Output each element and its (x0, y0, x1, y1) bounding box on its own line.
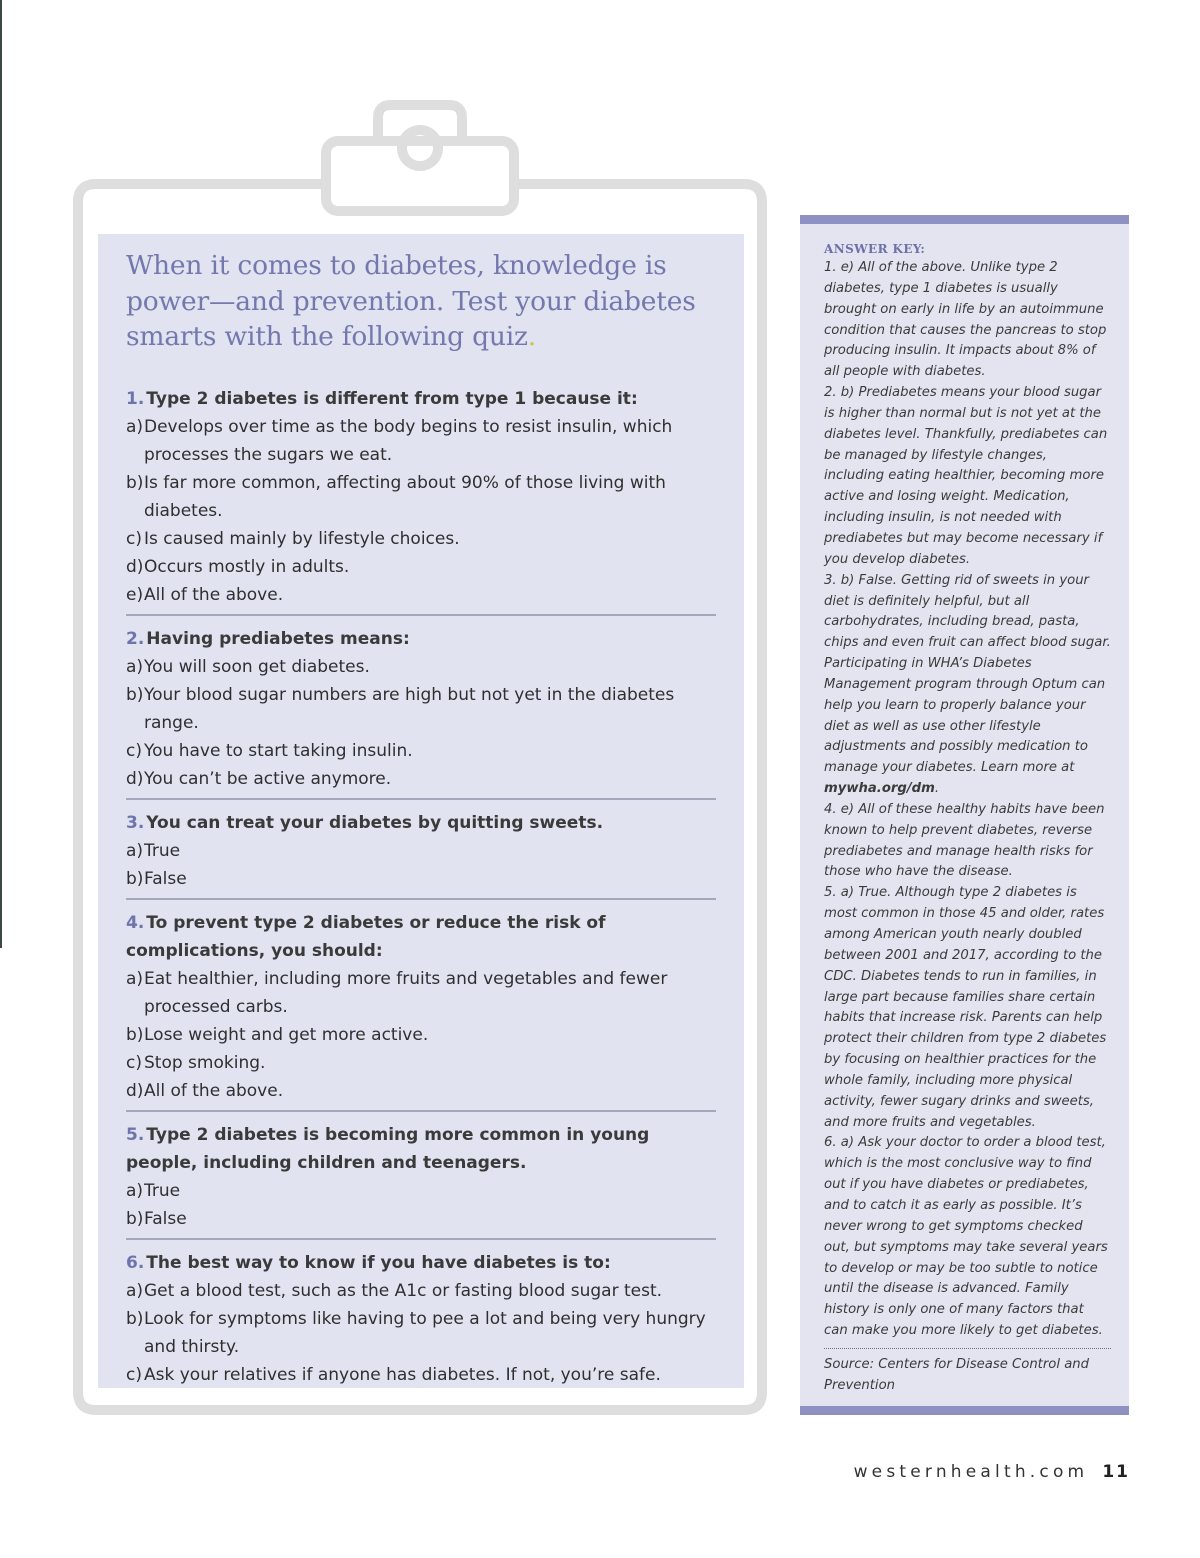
answer-option (126, 1021, 716, 1049)
question-heading (126, 625, 716, 653)
answer-key-item (824, 258, 1111, 383)
question-text: To prevent type 2 diabetes or reduce the risk of complications, you should: (126, 912, 606, 961)
question-heading (126, 909, 716, 965)
option-letter: b) (126, 684, 144, 705)
option-letter: d) (126, 1080, 144, 1101)
quiz-question (126, 625, 716, 800)
answer-key-item (824, 383, 1111, 571)
question-number: 1. (126, 388, 145, 409)
answer-option (126, 553, 716, 581)
answer-option (126, 581, 716, 609)
question-number: 4. (126, 912, 145, 933)
answer-text: 3. b) False. Getting rid of sweets in your diet is definitely helpful, but all carbohydrates, including bread, pasta, chips and even fruit can affect blood sugar. Participating in WHA’s Diabetes Management program through Optum can help you learn to properly balance your diet as well as use other lifestyle adjustments and possibly medication to manage your diabetes. Learn more at (824, 572, 1111, 776)
option-letter: e) (126, 584, 144, 605)
answer-option (126, 1277, 716, 1305)
answer-key-title: ANSWER KEY: (824, 242, 926, 256)
option-letter: a) (126, 1280, 144, 1301)
page-number: 11 (1102, 1462, 1130, 1482)
option-text: Your blood sugar numbers are high but not yet in the diabetes range. (144, 684, 675, 733)
answer-key-item (824, 800, 1111, 883)
question-heading (126, 1121, 716, 1177)
quiz-intro-heading (126, 248, 716, 355)
option-text: You have to start taking insulin. (144, 740, 413, 761)
option-text: Lose weight and get more active. (144, 1024, 429, 1045)
option-letter: a) (126, 1180, 144, 1201)
question-number: 3. (126, 812, 145, 833)
option-text: Occurs mostly in adults. (144, 556, 350, 577)
option-letter: a) (126, 968, 144, 989)
option-text: False (144, 1208, 187, 1229)
option-letter: b) (126, 1208, 144, 1229)
option-text: Look for symptoms like having to pee a lot and being very hungry and thirsty. (144, 1308, 706, 1357)
option-text: You will soon get diabetes. (144, 656, 370, 677)
option-text: Ask your relatives if anyone has diabetes. If not, you’re safe. (144, 1364, 661, 1385)
option-letter: a) (126, 416, 144, 437)
answer-option (126, 1177, 716, 1205)
answer-key-item (824, 571, 1111, 800)
option-letter: d) (126, 768, 144, 789)
option-letter: b) (126, 868, 144, 889)
answer-list (824, 258, 1111, 1342)
answer-option (126, 1361, 716, 1389)
option-text: Get a blood test, such as the A1c or fasting blood sugar test. (144, 1280, 663, 1301)
option-letter: c) (126, 528, 142, 549)
option-text: You can’t be active anymore. (144, 768, 392, 789)
answer-option (126, 765, 716, 793)
page-edge-strip (0, 0, 2, 948)
answer-option (126, 525, 716, 553)
option-text: True (144, 840, 181, 861)
source-citation: Source: Centers for Disease Control and Prevention (824, 1356, 1090, 1393)
page-footer (854, 1462, 1130, 1482)
option-letter: b) (126, 472, 144, 493)
question-text: Type 2 diabetes is becoming more common in young people, including children and teenagers. (126, 1124, 650, 1173)
question-list (126, 385, 716, 1394)
option-text: Is far more common, affecting about 90% of those living with diabetes. (144, 472, 666, 521)
answer-text: 4. e) All of these healthy habits have been known to help prevent diabetes, reverse prediabetes and manage health risks for those who have the disease. (824, 801, 1105, 880)
option-text: Eat healthier, including more fruits and vegetables and fewer processed carbs. (144, 968, 668, 1017)
answer-option (126, 737, 716, 765)
quiz-question (126, 1249, 716, 1394)
answer-option (126, 469, 716, 525)
footer-site: westernhealth.com (853, 1462, 1089, 1482)
answer-option (126, 1305, 716, 1361)
question-heading (126, 385, 716, 413)
answer-text: 1. e) All of the above. Unlike type 2 diabetes, type 1 diabetes is usually brought on early in life by an autoimmune condition that causes the pancreas to stop producing insulin. It impacts about 8% of all people with diabetes. (824, 260, 1107, 380)
answer-key-box (800, 215, 1129, 1415)
question-number: 5. (126, 1124, 145, 1145)
answer-key-item (824, 883, 1111, 1133)
answer-text: 6. a) Ask your doctor to order a blood test, which is the most conclusive way to find out if you have diabetes or prediabetes, and to catch it as early as possible. It’s never wrong to get symptoms checked out, but symptoms may take several years to develop or may be too subtle to notice until the disease is advanced. Family history is only one of many factors that can make you more likely to get diabetes. (824, 1135, 1108, 1339)
answer-option (126, 653, 716, 681)
option-letter: b) (126, 1024, 144, 1045)
question-text: You can treat your diabetes by quitting sweets. (146, 812, 604, 833)
option-text: False (144, 868, 187, 889)
answer-option (126, 865, 716, 893)
answer-option (126, 1077, 716, 1105)
answer-text: 5. a) True. Although type 2 diabetes is most common in those 45 and older, rates among American youth nearly doubled between 2001 and 2017, according to the CDC. Diabetes tends to run in families, in large part because families share certain habits that increase risk. Parents can help protect their children from type 2 diabetes by focusing on healthier practices for the whole family, including more physical activity, fewer sugary drinks and sweets, and more fruits and vegetables. (824, 885, 1107, 1130)
quiz-question (126, 385, 716, 616)
quiz-panel (98, 234, 744, 1388)
question-text: The best way to know if you have diabetes is to: (146, 1252, 611, 1273)
question-number: 2. (126, 628, 145, 649)
option-letter: c) (126, 1052, 142, 1073)
answer-key-item (824, 1133, 1111, 1341)
option-letter: b) (126, 1308, 144, 1329)
question-text: Type 2 diabetes is different from type 1 because it: (146, 388, 638, 409)
option-letter: a) (126, 656, 144, 677)
answer-option (126, 837, 716, 865)
quiz-question (126, 909, 716, 1112)
intro-text: When it comes to diabetes, knowledge is power—and prevention. Test your diabetes smarts with the following quiz (126, 250, 696, 352)
answer-link[interactable]: mywha.org/dm (824, 781, 935, 797)
quiz-question (126, 809, 716, 900)
option-text: True (144, 1180, 181, 1201)
question-heading (126, 1249, 716, 1277)
question-heading (126, 809, 716, 837)
option-letter: c) (126, 1364, 142, 1385)
answer-option (126, 1205, 716, 1233)
option-letter: d) (126, 556, 144, 577)
source-divider (824, 1348, 1111, 1349)
question-text: Having prediabetes means: (146, 628, 410, 649)
option-text: Stop smoking. (144, 1052, 266, 1073)
option-letter: a) (126, 840, 144, 861)
question-number: 6. (126, 1252, 145, 1273)
answer-text: 2. b) Prediabetes means your blood sugar is higher than normal but is not yet at the diabetes level. Thankfully, prediabetes can be managed by lifestyle changes, including eating healthier, becoming more active and losing weight. Medication, including insulin, is not needed with prediabetes but may become necessary if you develop diabetes. (824, 385, 1108, 567)
intro-dot: . (527, 321, 536, 352)
quiz-question (126, 1121, 716, 1240)
answer-suffix: . (934, 781, 940, 797)
option-letter: c) (126, 740, 142, 761)
answer-option (126, 681, 716, 737)
option-text: All of the above. (144, 1080, 284, 1101)
option-text: Develops over time as the body begins to resist insulin, which processes the sugars we eat. (144, 416, 673, 465)
answer-option (126, 413, 716, 469)
option-text: Is caused mainly by lifestyle choices. (144, 528, 460, 549)
answer-option (126, 1049, 716, 1077)
option-text: All of the above. (144, 584, 284, 605)
answer-option (126, 965, 716, 1021)
